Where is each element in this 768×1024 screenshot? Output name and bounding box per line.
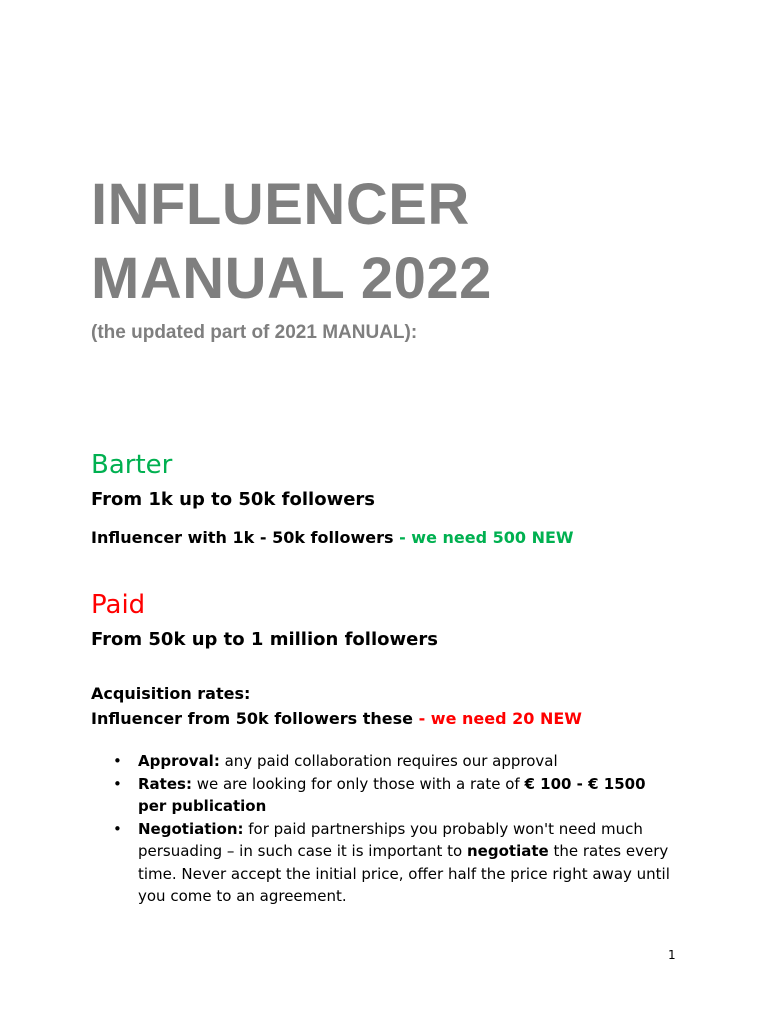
list-item-approval	[91, 750, 671, 773]
paid-need-line	[91, 709, 582, 728]
rates-label: Rates:	[138, 774, 192, 793]
approval-text: any paid collaboration requires our approval	[219, 752, 558, 770]
paid-need-prefix: Influencer from 50k followers these	[91, 709, 413, 728]
document-title	[91, 168, 492, 316]
barter-need-line	[91, 528, 574, 547]
negotiation-label: Negotiation:	[138, 819, 244, 838]
bullet-icon: •	[113, 752, 122, 770]
acquisition-heading: Acquisition rates:	[91, 684, 251, 703]
paid-range: From 50k up to 1 million followers	[91, 629, 438, 650]
bullet-icon: •	[113, 819, 122, 838]
barter-heading: Barter	[91, 450, 173, 480]
list-item-negotiation	[91, 818, 671, 908]
page-number: 1	[668, 948, 676, 962]
requirements-list	[91, 750, 671, 908]
barter-need-highlight: - we need 500 NEW	[393, 528, 574, 547]
document-subtitle: (the updated part of 2021 MANUAL):	[91, 322, 418, 343]
paid-heading: Paid	[91, 590, 146, 620]
list-item-rates	[91, 773, 671, 818]
negotiation-text-after: the rates every time. Never accept the initial price, offer half the price right away until you come to an agreement.	[138, 842, 670, 905]
rates-text: we are looking for only those with a rate of	[191, 774, 525, 793]
barter-range: From 1k up to 50k followers	[91, 489, 375, 510]
bullet-icon: •	[113, 774, 122, 793]
rates-range: € 100 - € 1500 per publication	[138, 774, 646, 815]
title-line-2: MANUAL 2022	[91, 246, 492, 311]
negotiation-emphasis: negotiate	[467, 842, 549, 860]
title-line-1: INFLUENCER	[91, 172, 470, 237]
approval-label: Approval:	[138, 752, 220, 770]
barter-need-prefix: Influencer with 1k - 50k followers	[91, 528, 394, 547]
paid-need-highlight: - we need 20 NEW	[413, 709, 582, 728]
negotiation-text: for paid partnerships you probably won't need much persuading – in such case it is important to	[138, 819, 643, 860]
